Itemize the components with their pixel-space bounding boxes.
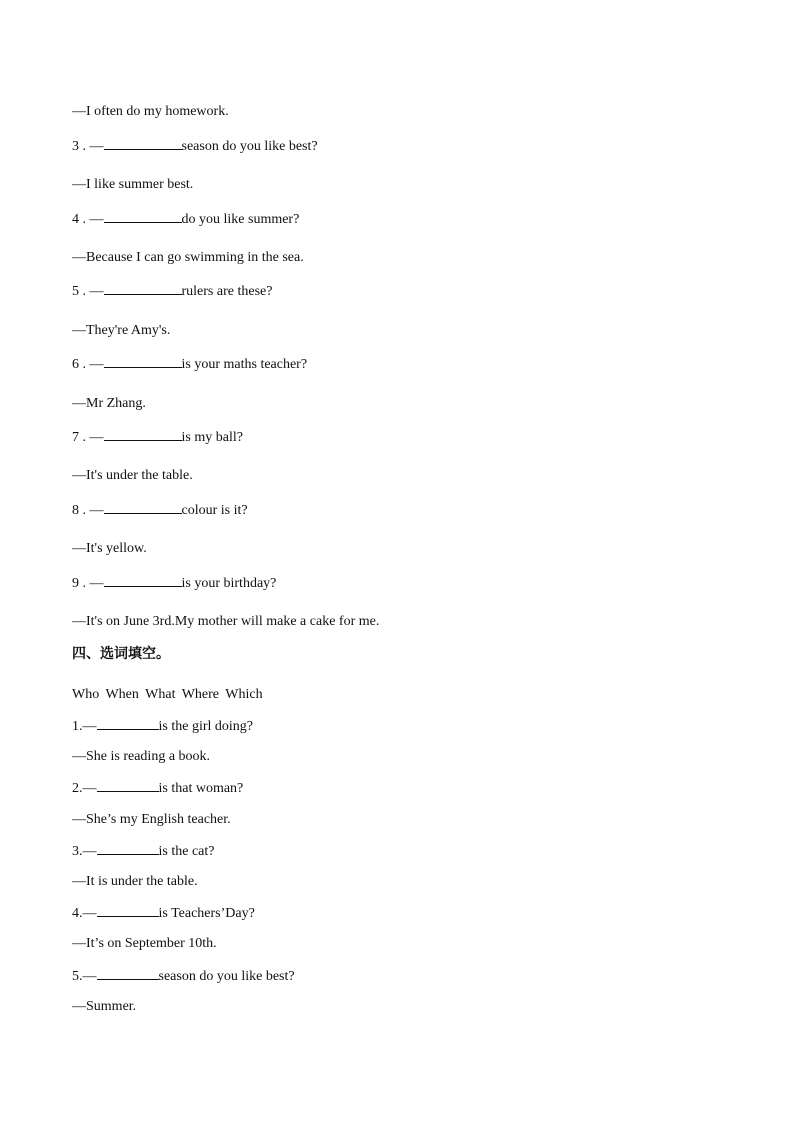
question-text: is that woman? — [158, 781, 244, 796]
answer-blank[interactable] — [104, 428, 182, 441]
question-text: colour is it? — [181, 503, 248, 518]
question-number: 1. — [72, 719, 83, 734]
answer-blank[interactable] — [104, 355, 182, 368]
fill-answer-1: —She is reading a book. — [72, 749, 211, 764]
question-3: 3 . — season do you like best? — [72, 139, 318, 154]
word-bank: Who When What Where Which — [72, 687, 263, 702]
answer-blank[interactable] — [97, 904, 159, 917]
question-text: is Teachers’Day? — [158, 906, 255, 921]
question-number: 5. — [72, 969, 83, 984]
question-4: 4 . — do you like summer? — [72, 212, 300, 227]
answer-7: —It's under the table. — [72, 468, 193, 483]
answer-blank[interactable] — [104, 282, 182, 295]
answer-blank[interactable] — [97, 717, 159, 730]
fill-question-5: 5.— season do you like best? — [72, 969, 295, 984]
question-number: 4 . — [72, 212, 86, 227]
question-number: 9 . — [72, 576, 86, 591]
question-text: do you like summer? — [181, 212, 300, 227]
fill-answer-3: —It is under the table. — [72, 874, 198, 889]
answer-blank[interactable] — [104, 501, 182, 514]
answer-blank[interactable] — [104, 574, 182, 587]
question-text: rulers are these? — [181, 284, 273, 299]
question-5: 5 . — rulers are these? — [72, 284, 273, 299]
question-text: season do you like best? — [181, 139, 318, 154]
question-number: 8 . — [72, 503, 86, 518]
question-number: 6 . — [72, 357, 86, 372]
answer-6: —Mr Zhang. — [72, 396, 146, 411]
fill-answer-4: —It’s on September 10th. — [72, 936, 217, 951]
question-number: 2. — [72, 781, 83, 796]
answer-9: —It's on June 3rd.My mother will make a cake for me. — [72, 614, 380, 629]
question-text: is your maths teacher? — [181, 357, 308, 372]
question-7: 7 . — is my ball? — [72, 430, 243, 445]
fill-question-2: 2.— is that woman? — [72, 781, 244, 796]
question-number: 5 . — [72, 284, 86, 299]
question-6: 6 . — is your maths teacher? — [72, 357, 308, 372]
question-number: 3 . — [72, 139, 86, 154]
question-number: 4. — [72, 906, 83, 921]
question-text: is my ball? — [181, 430, 243, 445]
fill-answer-5: —Summer. — [72, 999, 137, 1014]
question-number: 3. — [72, 844, 83, 859]
answer-blank[interactable] — [104, 210, 182, 223]
fill-question-4: 4.— is Teachers’Day? — [72, 906, 255, 921]
question-text: is your birthday? — [181, 576, 277, 591]
fill-answer-2: —She’s my English teacher. — [72, 812, 231, 827]
question-text: is the girl doing? — [158, 719, 253, 734]
question-text: is the cat? — [158, 844, 215, 859]
question-number: 7 . — [72, 430, 86, 445]
answer-4: —Because I can go swimming in the sea. — [72, 250, 304, 265]
answer-5: —They're Amy's. — [72, 323, 171, 338]
answer-blank[interactable] — [97, 967, 159, 980]
fill-question-3: 3.— is the cat? — [72, 844, 215, 859]
answer-blank[interactable] — [97, 842, 159, 855]
answer-8: —It's yellow. — [72, 541, 147, 556]
answer-line-2: —I often do my homework. — [72, 104, 229, 119]
question-text: season do you like best? — [158, 969, 295, 984]
answer-3: —I like summer best. — [72, 177, 194, 192]
section-heading: 四、选词填空。 — [72, 646, 170, 662]
answer-blank[interactable] — [104, 137, 182, 150]
answer-blank[interactable] — [97, 779, 159, 792]
question-8: 8 . — colour is it? — [72, 503, 248, 518]
question-9: 9 . — is your birthday? — [72, 576, 277, 591]
fill-question-1: 1.— is the girl doing? — [72, 719, 253, 734]
